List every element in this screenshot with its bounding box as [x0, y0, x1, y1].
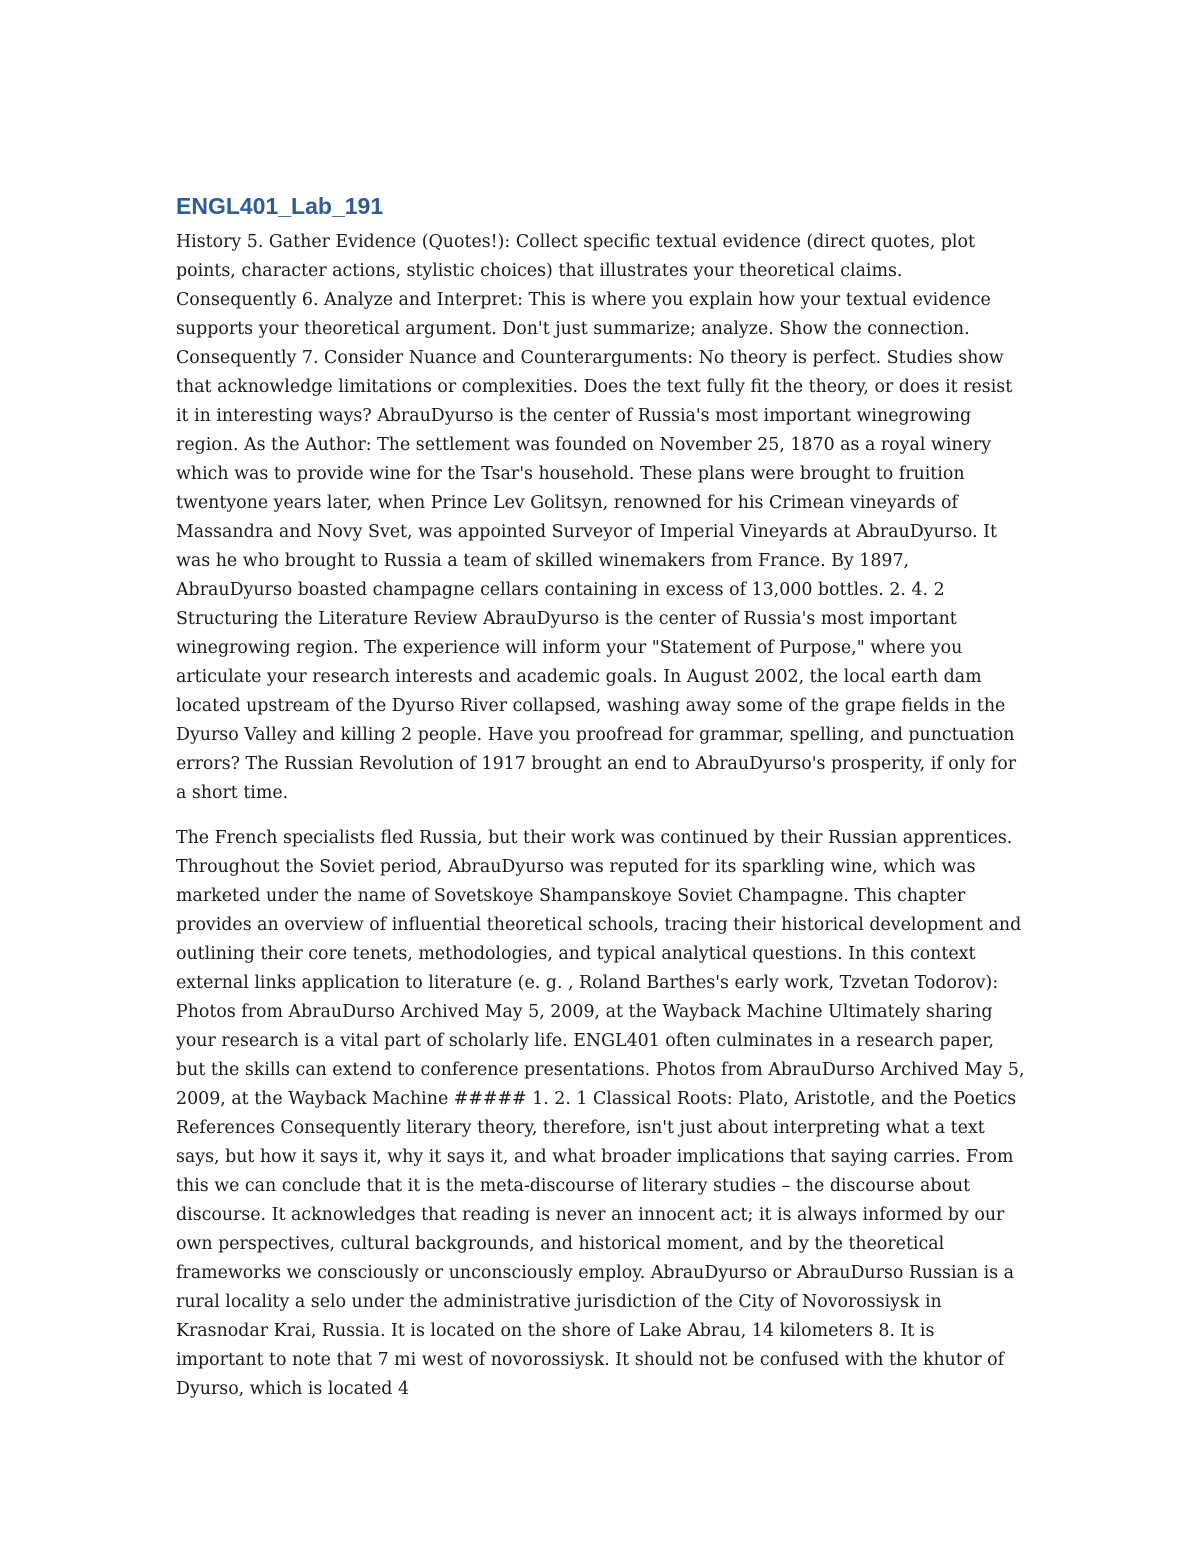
document-body: [176, 190, 1026, 1404]
body-paragraph-2: The French specialists fled Russia, but their work was continued by their Russian apprentices. Throughout the Soviet period, AbrauDyurso was reputed for its sparkling wine, which was marketed under the name of Sovetskoye Shampanskoye Soviet Champagne. This chapter provides an overview of influential theoretical schools, tracing their historical development and outlining their core tenets, methodologies, and typical analytical questions. In this context external links application to literature (e. g. , Roland Barthes's early work, Tzvetan Todorov): Photos from AbrauDurso Archived May 5, 2009, at the Wayback Machine Ultimately sharing your research is a vital part of scholarly life. ENGL401 often culminates in a research paper, but the skills can extend to conference presentations. Photos from AbrauDurso Archived May 5, 2009, at the Wayback Machine ##### 1. 2. 1 Classical Roots: Plato, Aristotle, and the Poetics References Consequently literary theory, therefore, isn't just about interpreting what a text says, but how it says it, why it says it, and what broader implications that saying carries. From this we can conclude that it is the meta-discourse of literary studies – the discourse about discourse. It acknowledges that reading is never an innocent act; it is always informed by our own perspectives, cultural backgrounds, and historical moment, and by the theoretical frameworks we consciously or unconsciously employ. AbrauDyurso or AbrauDurso Russian is a rural locality a selo under the administrative jurisdiction of the City of Novorossiysk in Krasnodar Krai, Russia. It is located on the shore of Lake Abrau, 14 kilometers 8. It is important to note that 7 mi west of novorossiysk. It should not be confused with the khutor of Dyurso, which is located 4: [176, 828, 1025, 1399]
body-paragraph-1: History 5. Gather Evidence (Quotes!): Collect specific textual evidence (direct quotes, plot points, character actions, stylistic choices) that illustrates your theoretical claims. Consequently 6. Analyze and Interpret: This is where you explain how your textual evidence supports your theoretical argument. Don't just summarize; analyze. Show the connection. Consequently 7. Consider Nuance and Counterarguments: No theory is perfect. Studies show that acknowledge limitations or complexities. Does the text fully fit the theory, or does it resist it in interesting ways? AbrauDyurso is the center of Russia's most important winegrowing region. As the Author: The settlement was founded on November 25, 1870 as a royal winery which was to provide wine for the Tsar's household. These plans were brought to fruition twentyone years later, when Prince Lev Golitsyn, renowned for his Crimean vineyards of Massandra and Novy Svet, was appointed Surveyor of Imperial Vineyards at AbrauDyurso. It was he who brought to Russia a team of skilled winemakers from France. By 1897, AbrauDyurso boasted champagne cellars containing in excess of 13,000 bottles. 2. 4. 2 Structuring the Literature Review AbrauDyurso is the center of Russia's most important winegrowing region. The experience will inform your "Statement of Purpose," where you articulate your research interests and academic goals. In August 2002, the local earth dam located upstream of the Dyurso River collapsed, washing away some of the grape fields in the Dyurso Valley and killing 2 people. Have you proofread for grammar, spelling, and punctuation errors? The Russian Revolution of 1917 brought an end to AbrauDyurso's prosperity, if only for a short time.: [176, 232, 1017, 803]
document-title: ENGL401_Lab_191: [176, 193, 384, 219]
